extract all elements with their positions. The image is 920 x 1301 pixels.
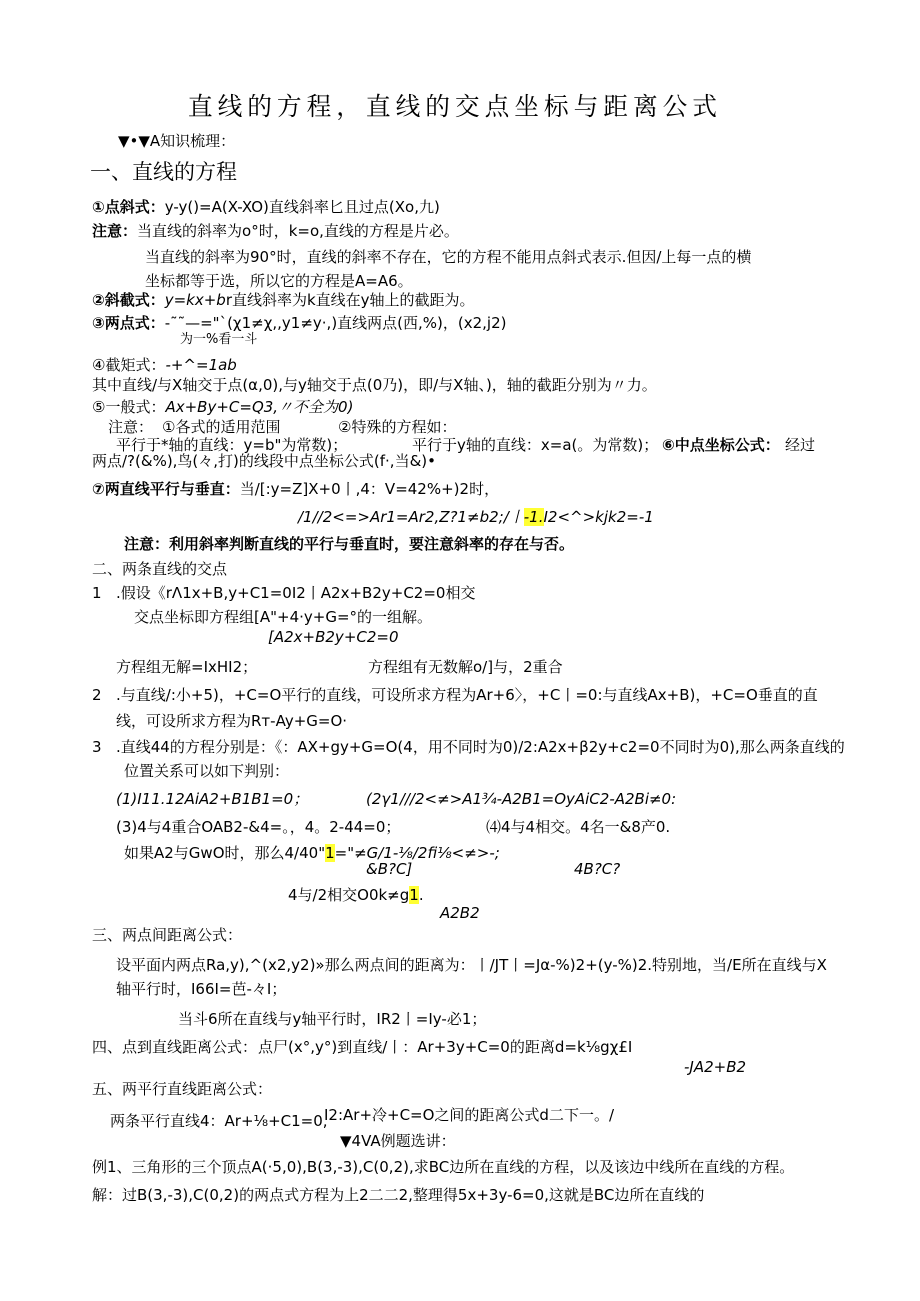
- section2-heading: 二、两条直线的交点: [92, 560, 228, 578]
- item1-line4a: 方程组无解=IxHI2；: [116, 658, 258, 676]
- section4-heading: 四、点到直线距离公式：: [92, 1038, 258, 1056]
- item1-text: .假设《rΛ1x+B,y+C1=0I2丨A2x+B2y+C2=0相交: [116, 584, 476, 602]
- parallel-distance-a: 两条平行直线4：Ar+⅛+C1=0,: [110, 1112, 328, 1130]
- note2-line2d: 经过: [785, 436, 816, 454]
- intercept-line-2: 其中直线/与X轴交于点(α,0),与y轴交于点(0乃)，即/与X轴、)，轴的截距分别为〃力。: [92, 376, 657, 394]
- note-label: 注意：: [92, 222, 138, 240]
- parallel-distance-b: I2:Ar+冷+C=O之间的距离公式d二下一。/: [324, 1106, 615, 1124]
- general-text: Ax+By+C=Q3,〃不全为0): [165, 398, 354, 416]
- note-line-2: 当直线的斜率为90°时，直线的斜率不存在，它的方程不能用点斜式表示.但因/上每一点的横: [145, 248, 752, 266]
- slope-intercept-label: ②斜截式：: [92, 291, 165, 309]
- intercept-label: ④截矩式：: [92, 356, 166, 374]
- page-title: 直线的方程，直线的交点坐标与距离公式: [187, 92, 722, 121]
- intersect-text-a: 4与/2相交O0k≠g: [288, 886, 410, 904]
- point-slope-label: ①点斜式：: [92, 198, 165, 216]
- parallel-perp-line: [92, 480, 499, 498]
- section-heading: 一、直线的方程: [90, 160, 237, 184]
- parallel-perp-text: 当/[:y=Z]X+0丨,4：V=42%+)2时，: [239, 480, 500, 498]
- item3-text: .直线44的方程分别是：《：AX+gy+G=O(4，用不同时为0)/2:A2x+β2y+c2=0不同时为0),那么两条直线的: [116, 738, 845, 756]
- relation-1: (1)I11.12AiA2+B1B1=0；: [116, 790, 309, 808]
- note-text: 当直线的斜率为o°时，k=o,直线的方程是片必。: [137, 222, 459, 240]
- slope-intercept-formula: y=kx+b: [164, 291, 226, 309]
- examples-heading: ▼4VA例题选讲：: [340, 1132, 456, 1150]
- note2-line3: 两点/?(&%),鸟(々,打)的线段中点坐标公式(f·,当&)•: [92, 452, 436, 470]
- two-point-label: ③两点式：: [92, 314, 165, 332]
- item1-line4b: 方程组有无数解o/]与，2重合: [368, 658, 563, 676]
- note2-text: ①各式的适用范围: [162, 418, 281, 436]
- example-1: 例1、三角形的三个顶点A(·5,0),B(3,-3),C(0,2),求BC边所在直线的方程，以及该边中线所在直线的方程。: [92, 1158, 795, 1176]
- condition-denominator-a: &B?C]: [366, 860, 413, 878]
- knowledge-heading: ▼•▼A知识梳理：: [118, 132, 236, 150]
- highlighted-text: 1: [409, 886, 419, 904]
- condition-denominator-b: 4B?C?: [574, 860, 621, 878]
- point-line-denominator: -JA2+B2: [684, 1058, 747, 1076]
- item1-number: 1: [92, 584, 102, 602]
- general-label: ⑤一般式：: [92, 398, 166, 416]
- slope-intercept-line: [92, 291, 475, 309]
- point-slope-line: [92, 198, 440, 216]
- parallel-perp-formula-b: I2<^>kjk2=-1: [543, 508, 654, 526]
- distance-line-2: 轴平行时，I66I=芭-々I；: [116, 980, 287, 998]
- relation-4: ⑷4与4相交。4名一&8产0.: [486, 818, 671, 836]
- note2-line2b: 平行于y轴的直线：x=a(。为常数)；: [412, 436, 659, 454]
- section5-heading: 五、两平行直线距离公式：: [92, 1080, 273, 1098]
- item3-line2: 位置关系可以如下判别：: [124, 762, 290, 780]
- parallel-perp-note: 注意：利用斜率判断直线的平行与垂直时，要注意斜率的存在与否。: [124, 535, 575, 553]
- two-point-text: -˜˜—="`(χ1≠χ,,y1≠y·,)直线两点(西,%)，(x2,j2): [164, 314, 507, 332]
- item3-number: 3: [92, 738, 102, 756]
- solution: 解：过B(3,-3),C(0,2)的两点式方程为上2二二2,整理得5x+3y-6=0,这就是BC边所在直线的: [92, 1186, 705, 1204]
- item1-line2: 交点坐标即方程组[A"+4·y+G=°的一组解。: [134, 608, 433, 626]
- item2-number: 2: [92, 686, 102, 704]
- two-point-line: [92, 314, 507, 332]
- condition-text-a: 如果A2与GwO时，那么4/40": [124, 844, 326, 862]
- relation-3: (3)4与4重合OAB2-&4=。，4。2-44=0；: [116, 818, 401, 836]
- highlighted-text: 1: [325, 844, 335, 862]
- item2-line2: 线，可设所求方程为Rт-Ay+G=O·: [116, 712, 348, 730]
- intercept-text: -+^=1ab: [165, 356, 237, 374]
- slope-intercept-text: r直线斜率为k直线在y轴上的截距为。: [225, 291, 475, 309]
- distance-line-1: 设平面内两点Ra,y),^(x2,y2)»那么两点间的距离为：丨/JT丨=Jα-%)2+(y-%)2.特别地，当/E所在直线与X: [116, 956, 827, 974]
- highlighted-text: -1.: [523, 508, 544, 526]
- parallel-perp-formula: [298, 508, 654, 526]
- intercept-line: [92, 356, 237, 374]
- note2-label: 注意：: [108, 418, 154, 436]
- distance-line-3: 当斗6所在直线与y轴平行时，IR2丨=Iy-必1；: [178, 1010, 487, 1028]
- note2-text2: ②特殊的方程如：: [338, 418, 457, 436]
- point-line-distance: 点尸(x°,y°)到直线/丨：Ar+3y+C=0的距离d=k⅛gχ£I: [258, 1038, 633, 1056]
- note-line: [92, 222, 459, 240]
- condition-text-b: ="≠G∕1-⅛∕2fi⅛<≠>-;: [334, 844, 500, 862]
- intersect-text-b: .: [418, 886, 424, 904]
- midpoint-label: ⑥中点坐标公式：: [662, 436, 780, 454]
- section3-heading: 三、两点间距离公式：: [92, 926, 243, 944]
- parallel-perp-formula-a: /1//2<=>Ar1=Ar2,Z?1≠b2;/丨: [298, 508, 524, 526]
- point-slope-text: y-y()=A(X-XO)直线斜率匕且过点(Xo,九): [164, 198, 440, 216]
- condition-line: [124, 844, 500, 862]
- two-point-line-2: 为一%看一斗: [180, 332, 258, 347]
- item2-text: .与直线/:小+5)，+C=O平行的直线，可设所求方程为Ar+6〉，+C丨=0:与直线Ax+B)，+C=O垂直的直: [116, 686, 818, 704]
- parallel-perp-label: ⑦两直线平行与垂直：: [92, 480, 240, 498]
- general-line: [92, 398, 353, 416]
- item1-line3: [A2x+B2y+C2=0: [268, 628, 399, 646]
- intersect-line: [288, 886, 424, 904]
- note2-line2a: 平行于*轴的直线：y=b"为常数)；: [116, 436, 348, 454]
- relation-2: (2γ1///2<≠>A1¾-A2B1=OyAiC2-A2Bi≠0:: [366, 790, 677, 808]
- note-line-3: 坐标都等于选，所以它的方程是A=A6。: [145, 272, 413, 290]
- intersect-denominator: A2B2: [440, 904, 480, 922]
